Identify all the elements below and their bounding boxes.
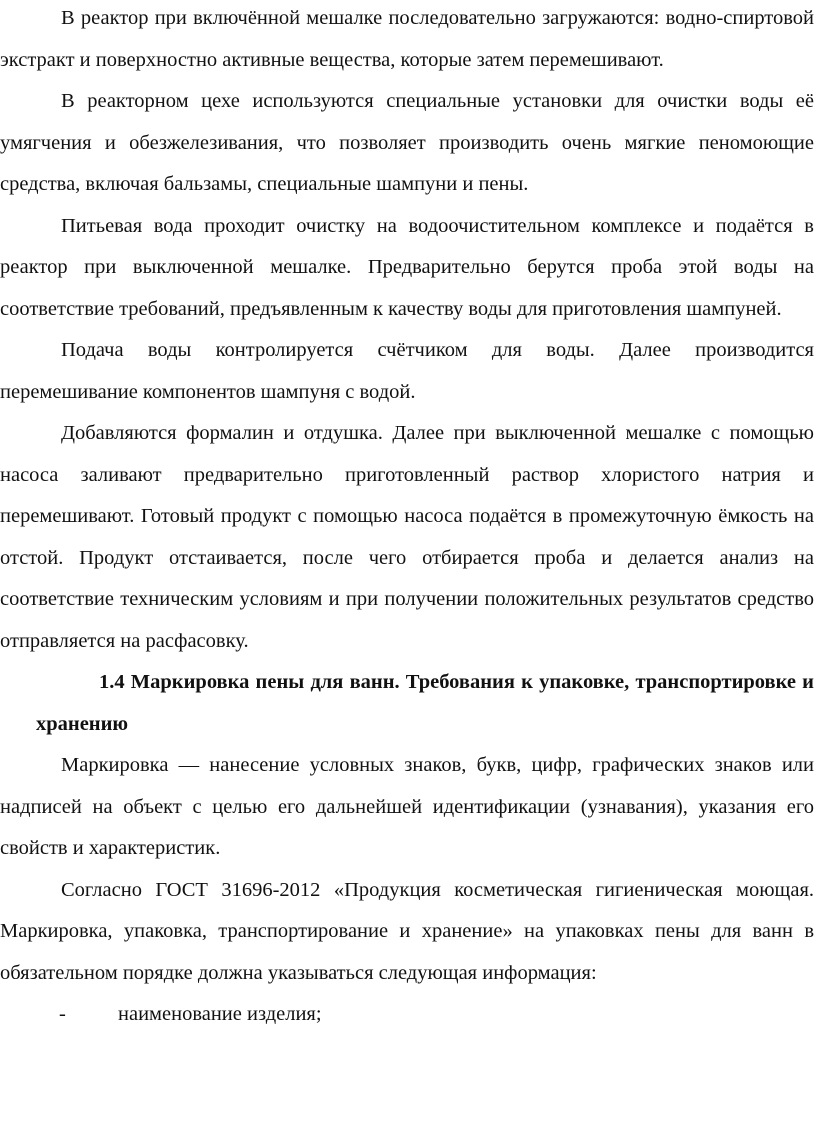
paragraph: Питьевая вода проходит очистку на водоочистительном комплексе и подаётся в реактор при выключенной мешалке. Предварительно берутся проба этой воды на соответствие требований, предъявленным к качеству воды для приготовления шампуней. — [0, 214, 814, 320]
section-heading: 1.4 Маркировка пены для ванн. Требования к упаковке, транспортировке и хранению — [36, 671, 814, 735]
paragraph: Подача воды контролируется счётчиком для воды. Далее производится перемешивание компонентов шампуня с водой. — [0, 339, 814, 403]
paragraph: В реакторном цехе используются специальные установки для очистки воды её умягчения и обезжелезивания, что позволяет производить очень мягкие пеномоющие средства, включая бальзамы, специальные шампуни и пены. — [0, 90, 814, 195]
paragraph: В реактор при включённой мешалке последовательно загружаются: водно-спиртовой экстракт и поверхностно активные вещества, которые затем перемешивают. — [0, 7, 814, 71]
paragraph: Добавляются формалин и отдушка. Далее при выключенной мешалке с помощью насоса заливают предварительно приготовленный раствор хлористого натрия и перемешивают. Готовый продукт с помощью насоса подаётся в промежуточную ёмкость на отстой. Продукт отстаивается, после чего отбирается проба и делается анализ на соответствие техническим условиям и при получении положительных результатов средство отправляется на расфасовку. — [0, 422, 814, 652]
list-item — [0, 994, 814, 1036]
list-item-text: наименование изделия; — [118, 1003, 322, 1025]
paragraph: Маркировка — нанесение условных знаков, букв, цифр, графических знаков или надписей на объект с целью его дальнейшей идентификации (узнавания), указания его свойств и характеристик. — [0, 754, 814, 859]
paragraph: Согласно ГОСТ 31696-2012 «Продукция косметическая гигиеническая моющая. Маркировка, упаковка, транспортирование и хранение» на упаковках пены для ванн в обязательном порядке должна указываться следующая информация: — [0, 878, 814, 984]
list-marker: - — [59, 1003, 66, 1025]
